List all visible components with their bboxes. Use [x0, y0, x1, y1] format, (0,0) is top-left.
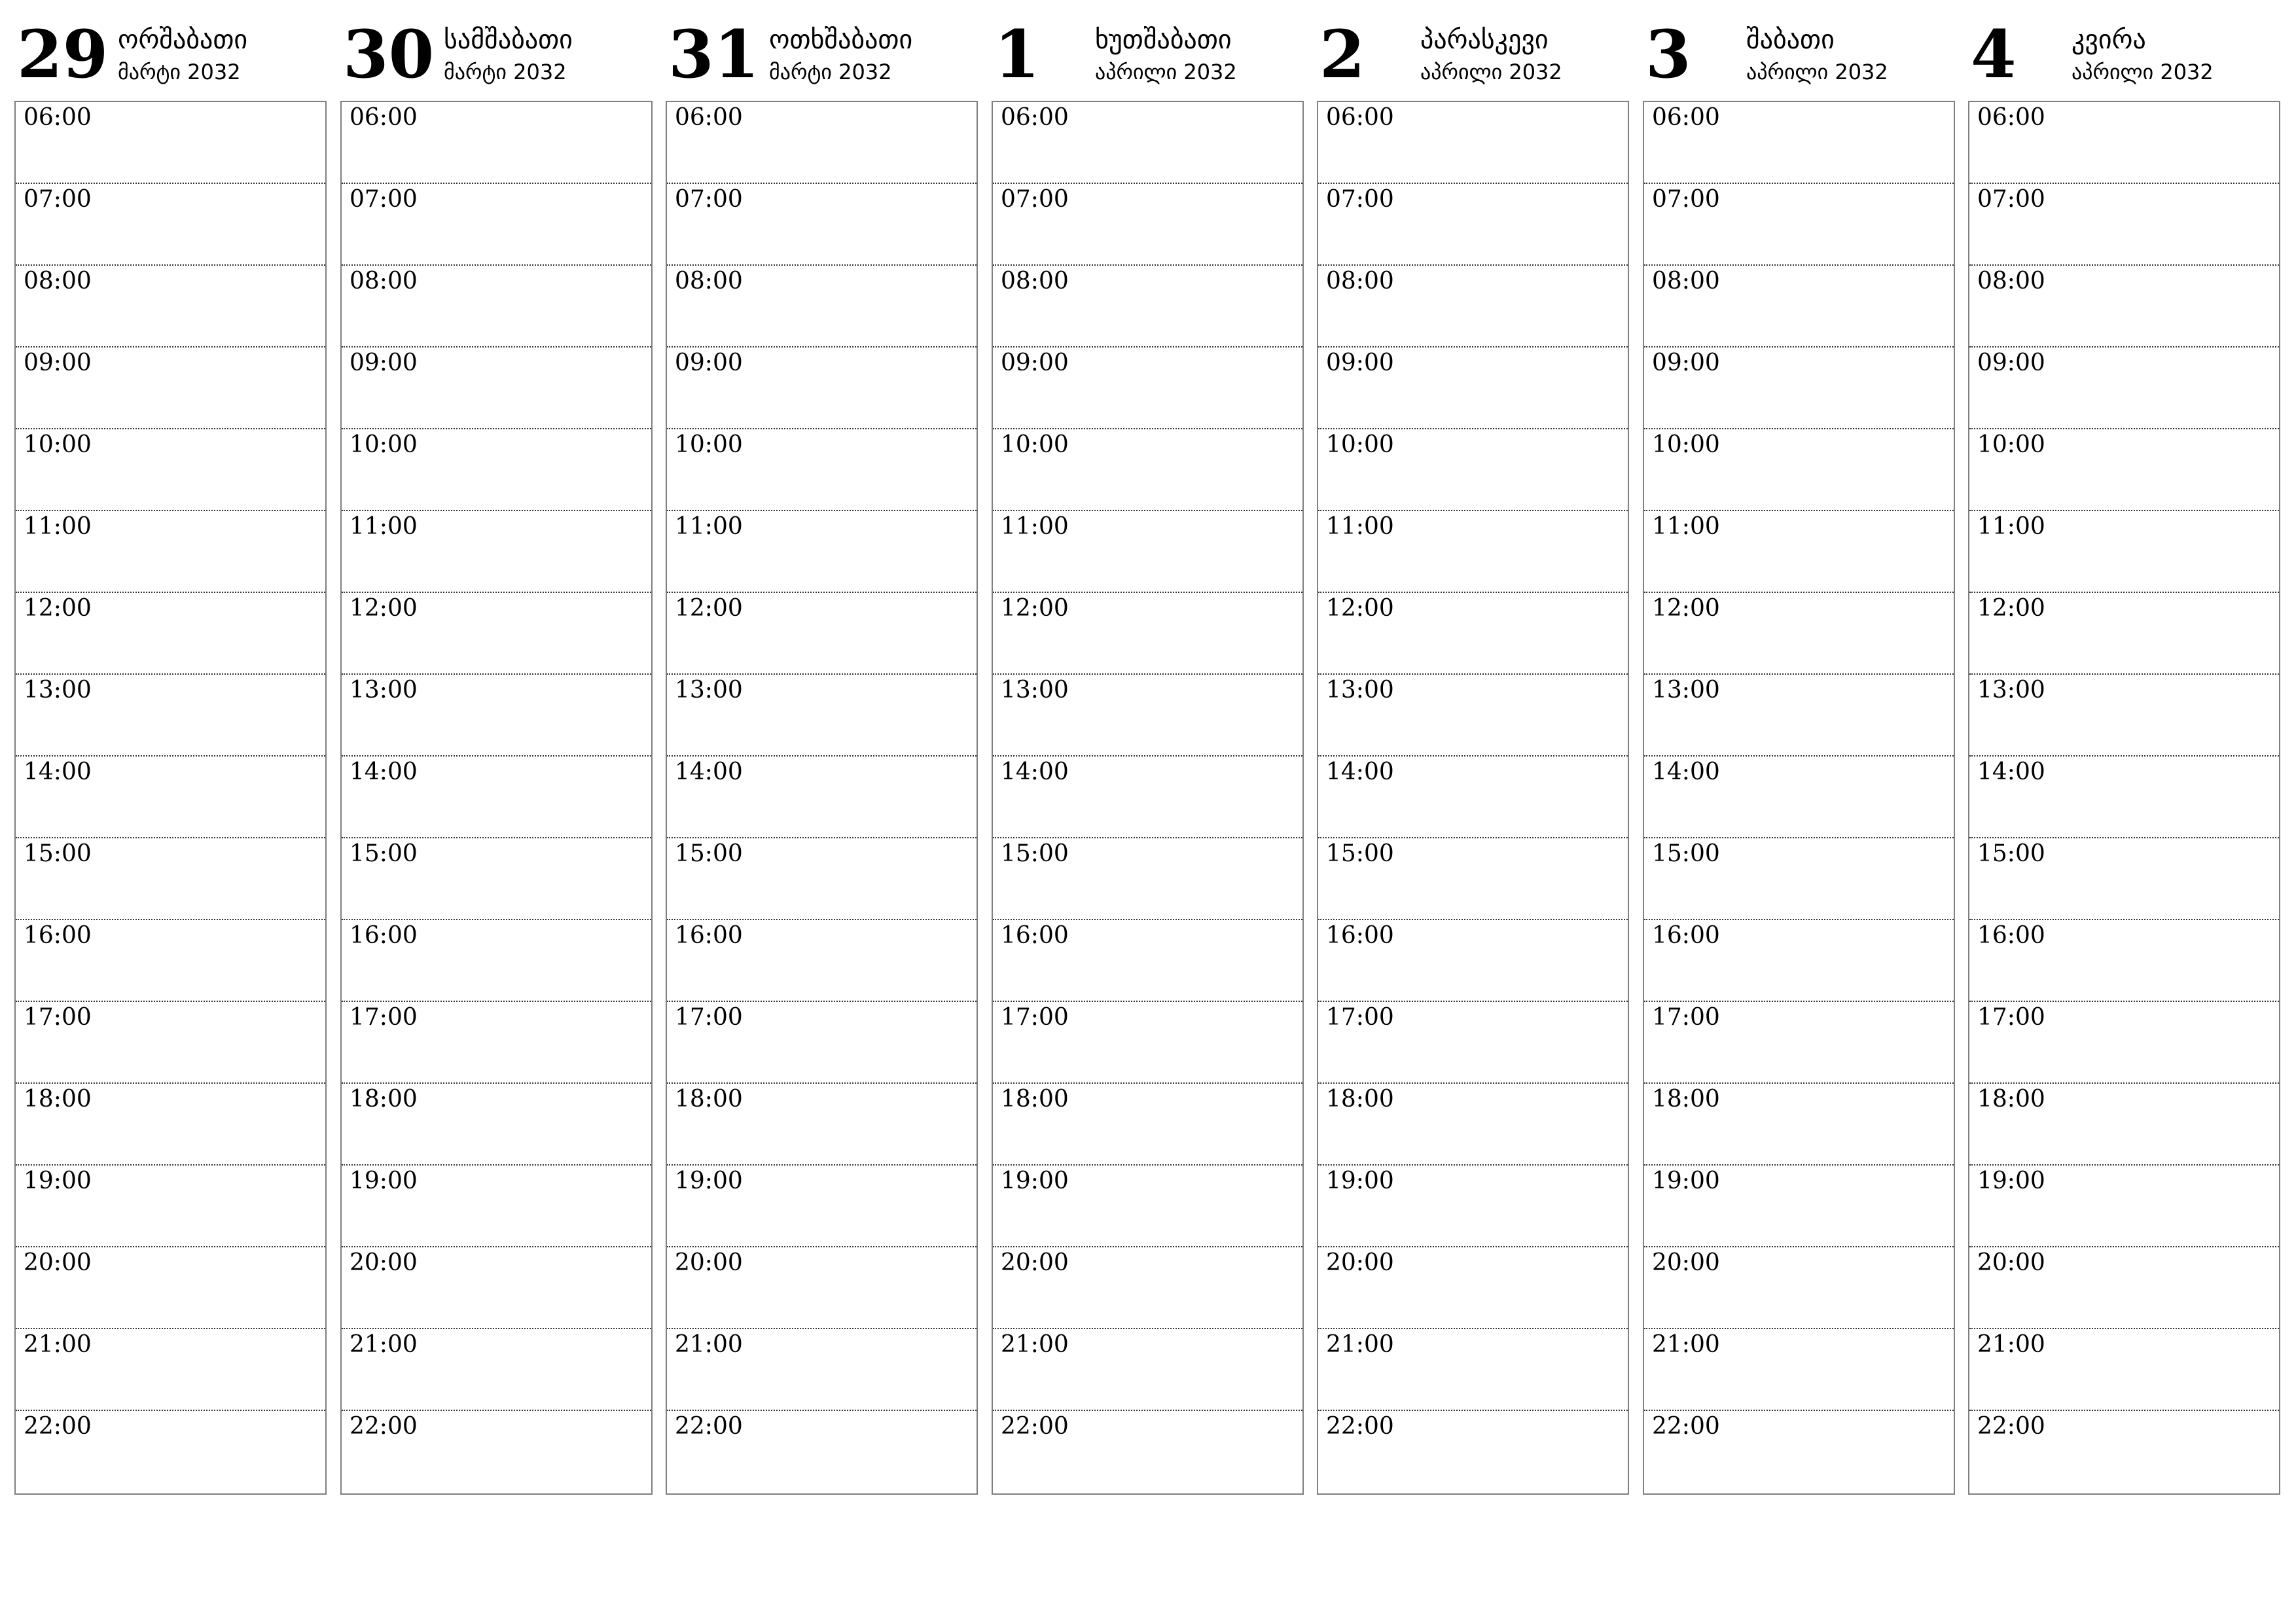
hour-slot[interactable]	[1318, 757, 1628, 838]
hour-slot[interactable]	[667, 1166, 977, 1247]
hour-label: 08:00	[350, 268, 418, 294]
hour-label: 09:00	[1977, 349, 2045, 376]
hour-slot[interactable]	[667, 675, 977, 757]
weekday-name: ორშაბათი	[118, 25, 248, 55]
hour-label: 19:00	[675, 1168, 743, 1194]
hour-label: 20:00	[1652, 1249, 1720, 1276]
day-number: 2	[1319, 16, 1365, 93]
hour-label: 18:00	[1326, 1086, 1394, 1113]
day-number: 4	[1971, 16, 2017, 93]
hour-label: 07:00	[1652, 186, 1720, 213]
hour-slot[interactable]	[1644, 1084, 1954, 1166]
hour-label: 16:00	[675, 922, 743, 949]
hour-slot[interactable]	[667, 1247, 977, 1329]
hour-slot[interactable]	[1644, 1329, 1954, 1411]
hour-slot[interactable]	[1644, 757, 1954, 838]
hour-label: 13:00	[1326, 677, 1394, 704]
day-header	[666, 0, 978, 98]
hour-label: 12:00	[1001, 595, 1069, 622]
hour-label: 14:00	[675, 758, 743, 785]
day-column	[14, 0, 327, 1505]
hour-slot[interactable]	[993, 1411, 1302, 1493]
hour-slot[interactable]	[1969, 1002, 2279, 1084]
hour-label: 19:00	[350, 1168, 418, 1194]
hour-label: 13:00	[1977, 677, 2045, 704]
hour-label: 20:00	[1977, 1249, 2045, 1276]
hour-label: 08:00	[1652, 268, 1720, 294]
hour-label: 16:00	[1652, 922, 1720, 949]
hour-slot[interactable]	[1644, 511, 1954, 593]
hour-label: 22:00	[24, 1413, 92, 1440]
day-header	[14, 0, 327, 98]
hour-label: 06:00	[1977, 104, 2045, 131]
hour-label: 21:00	[675, 1331, 743, 1358]
day-header	[992, 0, 1304, 98]
hour-slot[interactable]	[342, 429, 651, 511]
hour-slot[interactable]	[342, 1329, 651, 1411]
hour-slot[interactable]	[16, 593, 325, 675]
hour-slot[interactable]	[1969, 757, 2279, 838]
hour-label: 09:00	[1326, 349, 1394, 376]
hour-slot[interactable]	[667, 511, 977, 593]
month-year: აპრილი 2032	[1095, 60, 1237, 84]
hour-slot[interactable]	[342, 102, 651, 184]
hour-label: 15:00	[24, 840, 92, 867]
hour-slot[interactable]	[16, 1002, 325, 1084]
day-schedule-box	[992, 101, 1304, 1495]
hour-label: 15:00	[350, 840, 418, 867]
hour-label: 16:00	[24, 922, 92, 949]
day-schedule-box	[1643, 101, 1955, 1495]
hour-slot[interactable]	[16, 1247, 325, 1329]
hour-slot[interactable]	[1969, 1411, 2279, 1493]
hour-slot[interactable]	[1969, 593, 2279, 675]
hour-slot[interactable]	[342, 1166, 651, 1247]
day-column	[1317, 0, 1629, 1505]
hour-slot[interactable]	[667, 429, 977, 511]
hour-label: 11:00	[350, 513, 418, 540]
hour-label: 22:00	[675, 1413, 743, 1440]
hour-slot[interactable]	[342, 184, 651, 266]
hour-label: 11:00	[1652, 513, 1720, 540]
hour-label: 06:00	[1326, 104, 1394, 131]
hour-slot[interactable]	[1969, 511, 2279, 593]
hour-label: 22:00	[350, 1413, 418, 1440]
month-year: აპრილი 2032	[1420, 60, 1562, 84]
hour-label: 08:00	[1001, 268, 1069, 294]
hour-label: 19:00	[1326, 1168, 1394, 1194]
hour-slot[interactable]	[993, 348, 1302, 429]
hour-label: 18:00	[1652, 1086, 1720, 1113]
month-year: აპრილი 2032	[1746, 60, 1888, 84]
hour-slot[interactable]	[1969, 429, 2279, 511]
weekday-name: შაბათი	[1746, 25, 1835, 55]
weekday-name: ხუთშაბათი	[1095, 25, 1232, 55]
day-column	[666, 0, 978, 1505]
day-number: 31	[668, 16, 760, 93]
hour-label: 13:00	[1001, 677, 1069, 704]
hour-label: 08:00	[675, 268, 743, 294]
hour-slot[interactable]	[1969, 102, 2279, 184]
hour-label: 08:00	[1326, 268, 1394, 294]
hour-label: 12:00	[24, 595, 92, 622]
hour-label: 13:00	[24, 677, 92, 704]
hour-label: 10:00	[1652, 431, 1720, 458]
hour-slot[interactable]	[16, 184, 325, 266]
hour-label: 14:00	[1977, 758, 2045, 785]
hour-slot[interactable]	[993, 593, 1302, 675]
hour-label: 13:00	[1652, 677, 1720, 704]
hour-label: 11:00	[24, 513, 92, 540]
month-year: მარტი 2032	[769, 60, 892, 84]
hour-label: 10:00	[350, 431, 418, 458]
hour-slot[interactable]	[16, 1084, 325, 1166]
day-schedule-box	[1968, 101, 2280, 1495]
hour-slot[interactable]	[16, 102, 325, 184]
day-number: 29	[17, 16, 109, 93]
hour-slot[interactable]	[667, 920, 977, 1002]
hour-label: 07:00	[675, 186, 743, 213]
weekly-planner	[14, 0, 2282, 1505]
hour-slot[interactable]	[16, 1166, 325, 1247]
hour-slot[interactable]	[1969, 1247, 2279, 1329]
hour-label: 11:00	[1977, 513, 2045, 540]
hour-slot[interactable]	[1969, 184, 2279, 266]
hour-label: 12:00	[1326, 595, 1394, 622]
hour-label: 20:00	[350, 1249, 418, 1276]
hour-label: 18:00	[675, 1086, 743, 1113]
hour-slot[interactable]	[1644, 429, 1954, 511]
hour-slot[interactable]	[667, 102, 977, 184]
hour-slot[interactable]	[16, 838, 325, 920]
day-header	[1968, 0, 2280, 98]
hour-slot[interactable]	[667, 1002, 977, 1084]
day-schedule-box	[14, 101, 327, 1495]
hour-label: 17:00	[350, 1004, 418, 1031]
hour-label: 14:00	[1652, 758, 1720, 785]
hour-slot[interactable]	[342, 838, 651, 920]
hour-slot[interactable]	[1644, 675, 1954, 757]
hour-slot[interactable]	[1644, 184, 1954, 266]
hour-slot[interactable]	[342, 675, 651, 757]
hour-slot[interactable]	[16, 429, 325, 511]
hour-label: 10:00	[1977, 431, 2045, 458]
hour-label: 07:00	[1326, 186, 1394, 213]
hour-slot[interactable]	[993, 1329, 1302, 1411]
hour-slot[interactable]	[16, 266, 325, 348]
hour-label: 07:00	[24, 186, 92, 213]
hour-label: 18:00	[24, 1086, 92, 1113]
hour-slot[interactable]	[1644, 102, 1954, 184]
hour-label: 22:00	[1001, 1413, 1069, 1440]
hour-slot[interactable]	[1318, 920, 1628, 1002]
hour-slot[interactable]	[342, 1084, 651, 1166]
hour-label: 19:00	[24, 1168, 92, 1194]
day-header	[1643, 0, 1955, 98]
hour-slot[interactable]	[667, 1084, 977, 1166]
hour-slot[interactable]	[1644, 1247, 1954, 1329]
hour-label: 16:00	[350, 922, 418, 949]
weekday-name: ოთხშაბათი	[769, 25, 913, 55]
hour-label: 21:00	[350, 1331, 418, 1358]
hour-slot[interactable]	[667, 593, 977, 675]
hour-slot[interactable]	[1644, 593, 1954, 675]
hour-label: 09:00	[1001, 349, 1069, 376]
hour-label: 20:00	[1001, 1249, 1069, 1276]
hour-label: 12:00	[1977, 595, 2045, 622]
hour-slot[interactable]	[993, 838, 1302, 920]
hour-slot[interactable]	[342, 1411, 651, 1493]
hour-slot[interactable]	[1644, 1166, 1954, 1247]
hour-slot[interactable]	[1318, 1247, 1628, 1329]
hour-label: 13:00	[675, 677, 743, 704]
hour-label: 20:00	[1326, 1249, 1394, 1276]
hour-label: 07:00	[350, 186, 418, 213]
hour-slot[interactable]	[1318, 102, 1628, 184]
day-schedule-box	[666, 101, 978, 1495]
hour-label: 10:00	[24, 431, 92, 458]
hour-slot[interactable]	[1969, 266, 2279, 348]
hour-label: 21:00	[24, 1331, 92, 1358]
hour-label: 15:00	[1326, 840, 1394, 867]
hour-slot[interactable]	[1969, 1166, 2279, 1247]
day-header	[1317, 0, 1629, 98]
hour-slot[interactable]	[1644, 838, 1954, 920]
hour-slot[interactable]	[1318, 1084, 1628, 1166]
hour-slot[interactable]	[667, 184, 977, 266]
hour-slot[interactable]	[342, 511, 651, 593]
hour-label: 11:00	[1001, 513, 1069, 540]
hour-label: 06:00	[1001, 104, 1069, 131]
hour-slot[interactable]	[1318, 593, 1628, 675]
hour-label: 16:00	[1001, 922, 1069, 949]
hour-slot[interactable]	[342, 757, 651, 838]
hour-slot[interactable]	[993, 920, 1302, 1002]
day-schedule-box	[340, 101, 653, 1495]
hour-label: 17:00	[24, 1004, 92, 1031]
hour-slot[interactable]	[993, 266, 1302, 348]
hour-slot[interactable]	[342, 266, 651, 348]
hour-slot[interactable]	[1318, 429, 1628, 511]
hour-label: 06:00	[350, 104, 418, 131]
day-column	[992, 0, 1304, 1505]
hour-label: 13:00	[350, 677, 418, 704]
hour-slot[interactable]	[342, 593, 651, 675]
hour-slot[interactable]	[1318, 1329, 1628, 1411]
hour-label: 21:00	[1977, 1331, 2045, 1358]
hour-label: 14:00	[1001, 758, 1069, 785]
hour-label: 15:00	[675, 840, 743, 867]
hour-slot[interactable]	[1969, 675, 2279, 757]
hour-label: 11:00	[1326, 513, 1394, 540]
hour-label: 18:00	[1001, 1086, 1069, 1113]
day-number: 3	[1645, 16, 1691, 93]
hour-label: 17:00	[1326, 1004, 1394, 1031]
hour-slot[interactable]	[993, 511, 1302, 593]
hour-label: 17:00	[1977, 1004, 2045, 1031]
hour-slot[interactable]	[667, 1329, 977, 1411]
hour-slot[interactable]	[1318, 1411, 1628, 1493]
hour-label: 06:00	[1652, 104, 1720, 131]
hour-slot[interactable]	[993, 1084, 1302, 1166]
hour-slot[interactable]	[16, 348, 325, 429]
hour-slot[interactable]	[667, 838, 977, 920]
hour-label: 22:00	[1977, 1413, 2045, 1440]
day-number: 1	[994, 16, 1040, 93]
hour-slot[interactable]	[342, 920, 651, 1002]
hour-label: 16:00	[1326, 922, 1394, 949]
hour-label: 12:00	[675, 595, 743, 622]
hour-label: 10:00	[1326, 431, 1394, 458]
hour-slot[interactable]	[667, 1411, 977, 1493]
hour-slot[interactable]	[1644, 920, 1954, 1002]
month-year: აპრილი 2032	[2072, 60, 2214, 84]
hour-slot[interactable]	[993, 184, 1302, 266]
hour-slot[interactable]	[16, 1411, 325, 1493]
hour-label: 11:00	[675, 513, 743, 540]
day-column	[1968, 0, 2280, 1505]
hour-label: 07:00	[1977, 186, 2045, 213]
hour-slot[interactable]	[1318, 675, 1628, 757]
day-header	[340, 0, 653, 98]
hour-slot[interactable]	[993, 102, 1302, 184]
hour-slot[interactable]	[16, 920, 325, 1002]
hour-slot[interactable]	[16, 511, 325, 593]
hour-slot[interactable]	[1969, 1329, 2279, 1411]
weekday-name: სამშაბათი	[444, 25, 573, 55]
hour-slot[interactable]	[993, 429, 1302, 511]
hour-slot[interactable]	[16, 757, 325, 838]
hour-label: 14:00	[24, 758, 92, 785]
hour-label: 14:00	[350, 758, 418, 785]
hour-label: 08:00	[24, 268, 92, 294]
hour-label: 21:00	[1001, 1331, 1069, 1358]
hour-label: 17:00	[675, 1004, 743, 1031]
hour-label: 09:00	[675, 349, 743, 376]
hour-label: 18:00	[1977, 1086, 2045, 1113]
hour-slot[interactable]	[1318, 266, 1628, 348]
hour-slot[interactable]	[1644, 266, 1954, 348]
hour-label: 10:00	[675, 431, 743, 458]
weekday-name: პარასკევი	[1420, 25, 1549, 55]
hour-slot[interactable]	[1644, 1411, 1954, 1493]
hour-label: 19:00	[1977, 1168, 2045, 1194]
hour-label: 16:00	[1977, 922, 2045, 949]
hour-label: 10:00	[1001, 431, 1069, 458]
hour-label: 12:00	[350, 595, 418, 622]
hour-label: 19:00	[1001, 1168, 1069, 1194]
hour-slot[interactable]	[1644, 348, 1954, 429]
hour-slot[interactable]	[1969, 838, 2279, 920]
hour-slot[interactable]	[1969, 920, 2279, 1002]
hour-label: 15:00	[1977, 840, 2045, 867]
hour-label: 06:00	[24, 104, 92, 131]
hour-label: 18:00	[350, 1086, 418, 1113]
hour-label: 09:00	[350, 349, 418, 376]
day-number: 30	[343, 16, 435, 93]
hour-slot[interactable]	[993, 1247, 1302, 1329]
hour-label: 15:00	[1001, 840, 1069, 867]
hour-label: 21:00	[1326, 1331, 1394, 1358]
hour-slot[interactable]	[1318, 1166, 1628, 1247]
weekday-name: კვირა	[2072, 25, 2146, 55]
hour-label: 07:00	[1001, 186, 1069, 213]
hour-slot[interactable]	[1318, 184, 1628, 266]
hour-slot[interactable]	[1644, 1002, 1954, 1084]
hour-slot[interactable]	[342, 1247, 651, 1329]
hour-label: 20:00	[24, 1249, 92, 1276]
hour-label: 06:00	[675, 104, 743, 131]
hour-slot[interactable]	[1318, 838, 1628, 920]
hour-label: 15:00	[1652, 840, 1720, 867]
day-column	[340, 0, 653, 1505]
hour-label: 22:00	[1326, 1413, 1394, 1440]
hour-slot[interactable]	[16, 675, 325, 757]
hour-slot[interactable]	[1969, 1084, 2279, 1166]
hour-label: 17:00	[1652, 1004, 1720, 1031]
hour-slot[interactable]	[16, 1329, 325, 1411]
hour-label: 19:00	[1652, 1168, 1720, 1194]
hour-slot[interactable]	[993, 1002, 1302, 1084]
hour-label: 08:00	[1977, 268, 2045, 294]
hour-slot[interactable]	[1969, 348, 2279, 429]
day-column	[1643, 0, 1955, 1505]
hour-label: 22:00	[1652, 1413, 1720, 1440]
hour-slot[interactable]	[342, 348, 651, 429]
day-schedule-box	[1317, 101, 1629, 1495]
hour-slot[interactable]	[1318, 348, 1628, 429]
hour-label: 21:00	[1652, 1331, 1720, 1358]
hour-slot[interactable]	[1318, 511, 1628, 593]
hour-slot[interactable]	[342, 1002, 651, 1084]
hour-slot[interactable]	[1318, 1002, 1628, 1084]
hour-slot[interactable]	[667, 348, 977, 429]
hour-label: 17:00	[1001, 1004, 1069, 1031]
hour-slot[interactable]	[993, 1166, 1302, 1247]
hour-label: 09:00	[24, 349, 92, 376]
hour-label: 20:00	[675, 1249, 743, 1276]
hour-label: 14:00	[1326, 758, 1394, 785]
hour-slot[interactable]	[993, 757, 1302, 838]
hour-label: 12:00	[1652, 595, 1720, 622]
hour-label: 09:00	[1652, 349, 1720, 376]
hour-slot[interactable]	[667, 266, 977, 348]
month-year: მარტი 2032	[444, 60, 567, 84]
month-year: მარტი 2032	[118, 60, 241, 84]
hour-slot[interactable]	[667, 757, 977, 838]
hour-slot[interactable]	[993, 675, 1302, 757]
